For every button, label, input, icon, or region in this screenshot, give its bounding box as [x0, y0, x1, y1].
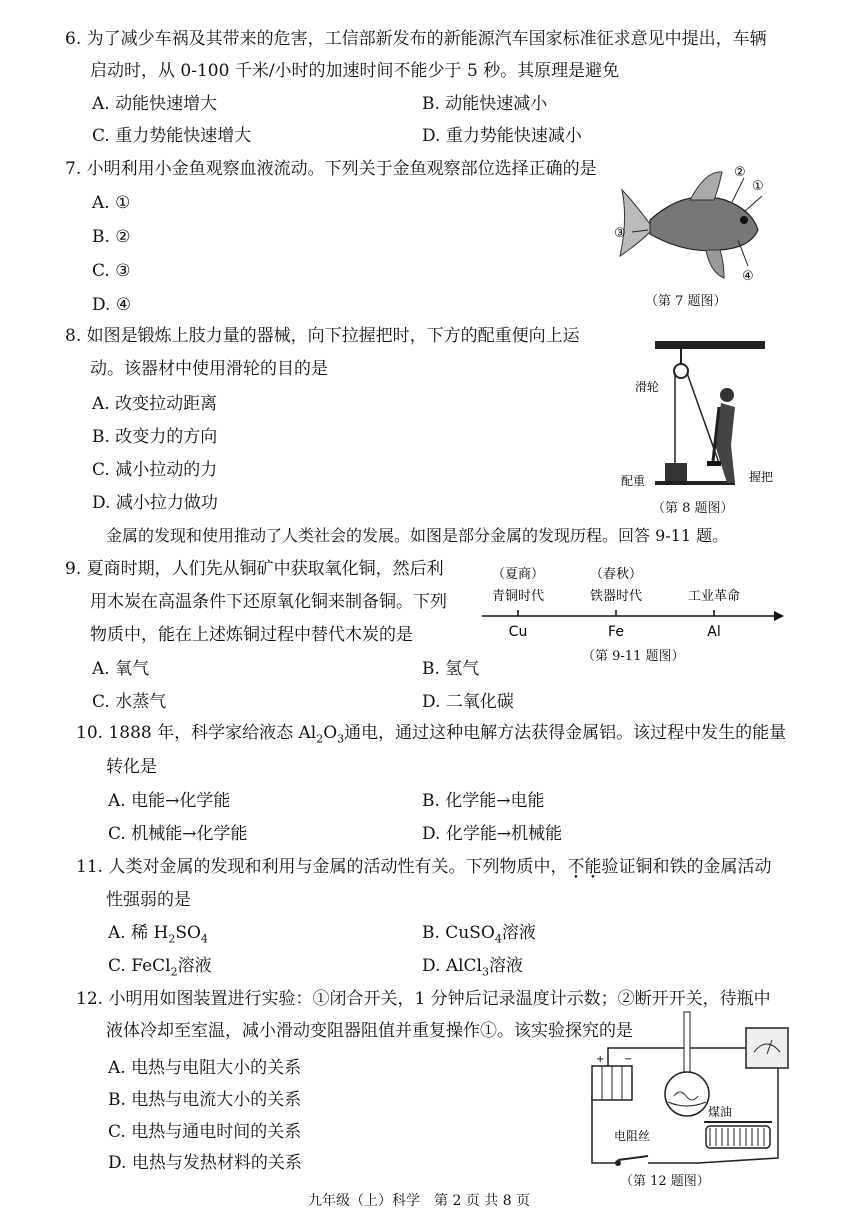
svg-text:+: + — [596, 1054, 605, 1065]
switch-icon — [615, 1160, 621, 1166]
svg-text:−: − — [624, 1054, 633, 1065]
q9-option-d: D. 二氧化碳 — [422, 692, 514, 712]
q12-option-a: A. 电热与电阻大小的关系 — [108, 1058, 302, 1078]
q9-option-c: C. 水蒸气 — [92, 692, 167, 712]
metal-discovery-timeline — [478, 560, 788, 650]
q6-option-b: B. 动能快速减小 — [422, 94, 548, 114]
q12-option-d: D. 电热与发热材料的关系 — [108, 1153, 302, 1173]
q11-option-a: A. 稀 $H_2SO_4$ — [108, 923, 208, 946]
fish-label-4: ④ — [742, 269, 754, 284]
fish-label-3: ③ — [614, 226, 626, 241]
q6-stem-line2: 启动时，从 0-100 千米/小时的加速时间不能少于 5 秒。其原理是避免 — [90, 61, 620, 81]
q12-figure-caption: （第 12 题图） — [620, 1174, 710, 1189]
q6-stem-line1: 6. 为了减少车祸及其带来的危害，工信部新发布的新能源汽车国家标准征求意见中提出，车辆 — [65, 29, 767, 49]
timeline-metal-cu: Cu — [508, 624, 528, 640]
timeline-era-xia-shang: （夏商） — [491, 567, 545, 582]
label-resistance-wire: 电阻丝 — [614, 1129, 651, 1143]
timeline-age-iron: 铁器时代 — [589, 589, 643, 604]
q9-figure-caption: （第 9-11 题图） — [582, 649, 685, 664]
q9-stem-line3: 物质中，能在上述炼铜过程中替代木炭的是 — [90, 625, 413, 645]
timeline-age-bronze: 青铜时代 — [491, 589, 545, 604]
q8-option-d: D. 减小拉力做功 — [92, 493, 218, 513]
q10-option-b: B. 化学能→电能 — [422, 791, 545, 811]
q6-option-d: D. 重力势能快速减小 — [422, 126, 582, 146]
ammeter-icon — [746, 1028, 788, 1068]
electric-heating-apparatus-figure — [578, 1008, 798, 1178]
fish-label-2: ② — [734, 165, 746, 180]
timeline-metal-al: Al — [707, 624, 721, 640]
page-footer: 九年级（上）科学 第 2 页 共 8 页 — [308, 1193, 531, 1209]
label-pulley: 滑轮 — [635, 380, 660, 394]
section-intro-9-11: 金属的发现和使用推动了人类社会的发展。如图是部分金属的发现历程。回答 9-11 题。 — [106, 526, 729, 545]
q7-option-b: B. ② — [92, 227, 131, 247]
q10-stem-line1: 10. 1888 年，科学家给液态 $Al_2O_3$通电，通过这种电解方法获得金属铝。该过程中发生的能量 — [76, 723, 787, 746]
q12-option-b: B. 电热与电流大小的关系 — [108, 1090, 302, 1110]
label-kerosene: 煤油 — [708, 1105, 733, 1119]
q10-option-c: C. 机械能→化学能 — [108, 824, 248, 844]
q7-figure-caption: （第 7 题图） — [645, 294, 727, 309]
q10-stem-line2: 转化是 — [106, 757, 157, 777]
timeline-era-spring-autumn: （春秋） — [589, 567, 643, 582]
q7-option-d: D. ④ — [92, 295, 132, 315]
q12-stem-line1: 12. 小明用如图装置进行实验：①闭合开关，1 分钟后记录温度计示数；②断开开关，待瓶中 — [76, 989, 771, 1009]
q8-option-c: C. 减小拉动的力 — [92, 460, 218, 480]
q9-stem-line1: 9. 夏商时期，人们先从铜矿中获取氧化铜，然后利 — [65, 559, 444, 579]
goldfish-figure — [610, 160, 780, 285]
timeline-metal-fe: Fe — [608, 624, 624, 640]
q9-option-a: A. 氧气 — [92, 659, 150, 679]
pulley-machine-figure — [615, 335, 785, 495]
q9-option-b: B. 氢气 — [422, 659, 480, 679]
label-handle: 握把 — [749, 470, 774, 484]
q8-option-a: A. 改变拉动距离 — [92, 394, 218, 414]
q6-option-a: A. 动能快速增大 — [92, 94, 218, 114]
q12-stem-line2: 液体冷却至室温，减小滑动变阻器阻值并重复操作①。该实验探究的是 — [106, 1021, 633, 1041]
q11-stem-line1: 11. 人类对金属的发现和利用与金属的活动性有关。下列物质中，不能验证铜和铁的金属活动 — [76, 857, 772, 877]
q6-option-c: C. 重力势能快速增大 — [92, 126, 252, 146]
q8-figure-caption: （第 8 题图） — [652, 501, 734, 516]
q8-stem-line2: 动。该器材中使用滑轮的目的是 — [90, 359, 328, 379]
q10-option-d: D. 化学能→机械能 — [422, 824, 563, 844]
q11-option-b: B. CuSO$_4$溶液 — [422, 923, 536, 946]
q7-stem: 7. 小明利用小金鱼观察血液流动。下列关于金鱼观察部位选择正确的是 — [65, 159, 597, 179]
q11-option-d: D. AlCl$_3$溶液 — [422, 956, 523, 979]
q8-stem-line1: 8. 如图是锻炼上肢力量的器械，向下拉握把时，下方的配重便向上运 — [65, 326, 580, 346]
flask-icon — [665, 1072, 709, 1116]
q9-stem-line2: 用木炭在高温条件下还原氧化铜来制备铜。下列 — [90, 592, 447, 612]
q12-option-c: C. 电热与通电时间的关系 — [108, 1122, 302, 1142]
fish-label-1: ① — [752, 179, 764, 194]
label-counterweight: 配重 — [621, 474, 646, 488]
q7-option-c: C. ③ — [92, 261, 131, 281]
q11-option-c: C. FeCl$_2$溶液 — [108, 956, 212, 979]
q7-option-a: A. ① — [92, 193, 131, 213]
q10-option-a: A. 电能→化学能 — [108, 791, 231, 811]
timeline-age-industrial: 工业革命 — [687, 589, 741, 604]
q8-option-b: B. 改变力的方向 — [92, 427, 218, 447]
q11-stem-line2: 性强弱的是 — [106, 890, 191, 910]
